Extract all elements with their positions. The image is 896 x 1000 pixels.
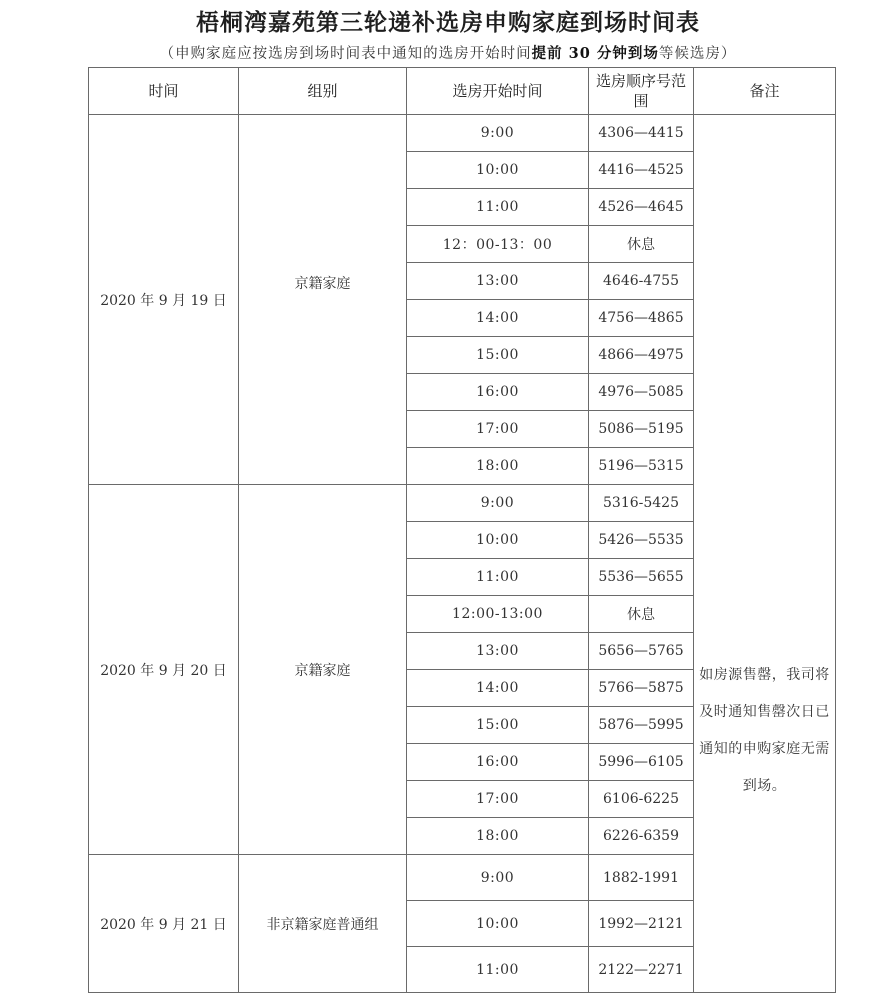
table-row	[89, 115, 836, 152]
range-cell: 4416—4525	[589, 152, 694, 189]
start-time-cell: 11:00	[407, 947, 589, 993]
start-time-cell: 9:00	[407, 485, 589, 522]
remark-text: 如房源售罄，我司将及时通知售罄次日已通知的申购家庭无需到场。	[699, 667, 830, 794]
range-cell: 5536—5655	[589, 559, 694, 596]
date-cell: 2020 年 9 月 19 日	[89, 115, 239, 485]
group-label: 京籍家庭	[294, 275, 351, 292]
start-time-cell: 11:00	[407, 189, 589, 226]
start-time-cell: 9:00	[407, 115, 589, 152]
range-cell: 休息	[589, 596, 694, 633]
group-label: 京籍家庭	[294, 662, 351, 679]
group-cell	[239, 115, 407, 485]
start-time-cell: 13:00	[407, 263, 589, 300]
start-time-cell: 12：00-13：00	[407, 226, 589, 263]
start-time-cell: 18:00	[407, 448, 589, 485]
schedule-table	[88, 67, 836, 993]
start-time-cell: 10:00	[407, 152, 589, 189]
remark-cell	[694, 115, 836, 993]
start-time-cell: 15:00	[407, 337, 589, 374]
start-time-cell: 9:00	[407, 855, 589, 901]
date-cell: 2020 年 9 月 21 日	[89, 855, 239, 993]
header-row	[89, 68, 836, 115]
header-group: 组别	[239, 68, 407, 115]
start-time-cell: 16:00	[407, 374, 589, 411]
subtitle-text: （申购家庭应按选房到场时间表中通知的选房开始时间	[159, 46, 532, 62]
document-title: 梧桐湾嘉苑第三轮递补选房申购家庭到场时间表	[196, 10, 700, 36]
header-remark: 备注	[694, 68, 836, 115]
range-cell: 6226-6359	[589, 818, 694, 855]
range-cell: 5876—5995	[589, 707, 694, 744]
range-cell: 1992—2121	[589, 901, 694, 947]
range-cell: 5426—5535	[589, 522, 694, 559]
range-cell: 4976—5085	[589, 374, 694, 411]
range-cell: 休息	[589, 226, 694, 263]
group-label: 非京籍家庭普通组	[266, 916, 379, 933]
start-time-cell: 17:00	[407, 781, 589, 818]
subtitle-text-end: 等候选房）	[658, 46, 737, 62]
range-cell: 4866—4975	[589, 337, 694, 374]
start-time-cell: 17:00	[407, 411, 589, 448]
group-cell	[239, 855, 407, 993]
range-cell: 2122—2271	[589, 947, 694, 993]
start-time-cell: 18:00	[407, 818, 589, 855]
range-cell: 6106-6225	[589, 781, 694, 818]
date-cell: 2020 年 9 月 20 日	[89, 485, 239, 855]
start-time-cell: 14:00	[407, 300, 589, 337]
range-cell: 4756—4865	[589, 300, 694, 337]
range-cell: 4646-4755	[589, 263, 694, 300]
range-cell: 5996—6105	[589, 744, 694, 781]
start-time-cell: 12:00-13:00	[407, 596, 589, 633]
header-range: 选房顺序号范围	[589, 68, 694, 115]
range-cell: 5766—5875	[589, 670, 694, 707]
start-time-cell: 13:00	[407, 633, 589, 670]
start-time-cell: 11:00	[407, 559, 589, 596]
range-cell: 5196—5315	[589, 448, 694, 485]
range-cell: 5086—5195	[589, 411, 694, 448]
range-cell: 1882-1991	[589, 855, 694, 901]
start-time-cell: 15:00	[407, 707, 589, 744]
range-cell: 4526—4645	[589, 189, 694, 226]
range-cell: 4306—4415	[589, 115, 694, 152]
header-date: 时间	[89, 68, 239, 115]
document-subtitle	[0, 42, 896, 63]
header-start-time: 选房开始时间	[407, 68, 589, 115]
start-time-cell: 16:00	[407, 744, 589, 781]
start-time-cell: 10:00	[407, 901, 589, 947]
subtitle-emphasis: 提前 30 分钟到场	[531, 45, 659, 62]
start-time-cell: 14:00	[407, 670, 589, 707]
range-cell: 5656—5765	[589, 633, 694, 670]
range-cell: 5316-5425	[589, 485, 694, 522]
start-time-cell: 10:00	[407, 522, 589, 559]
group-cell	[239, 485, 407, 855]
